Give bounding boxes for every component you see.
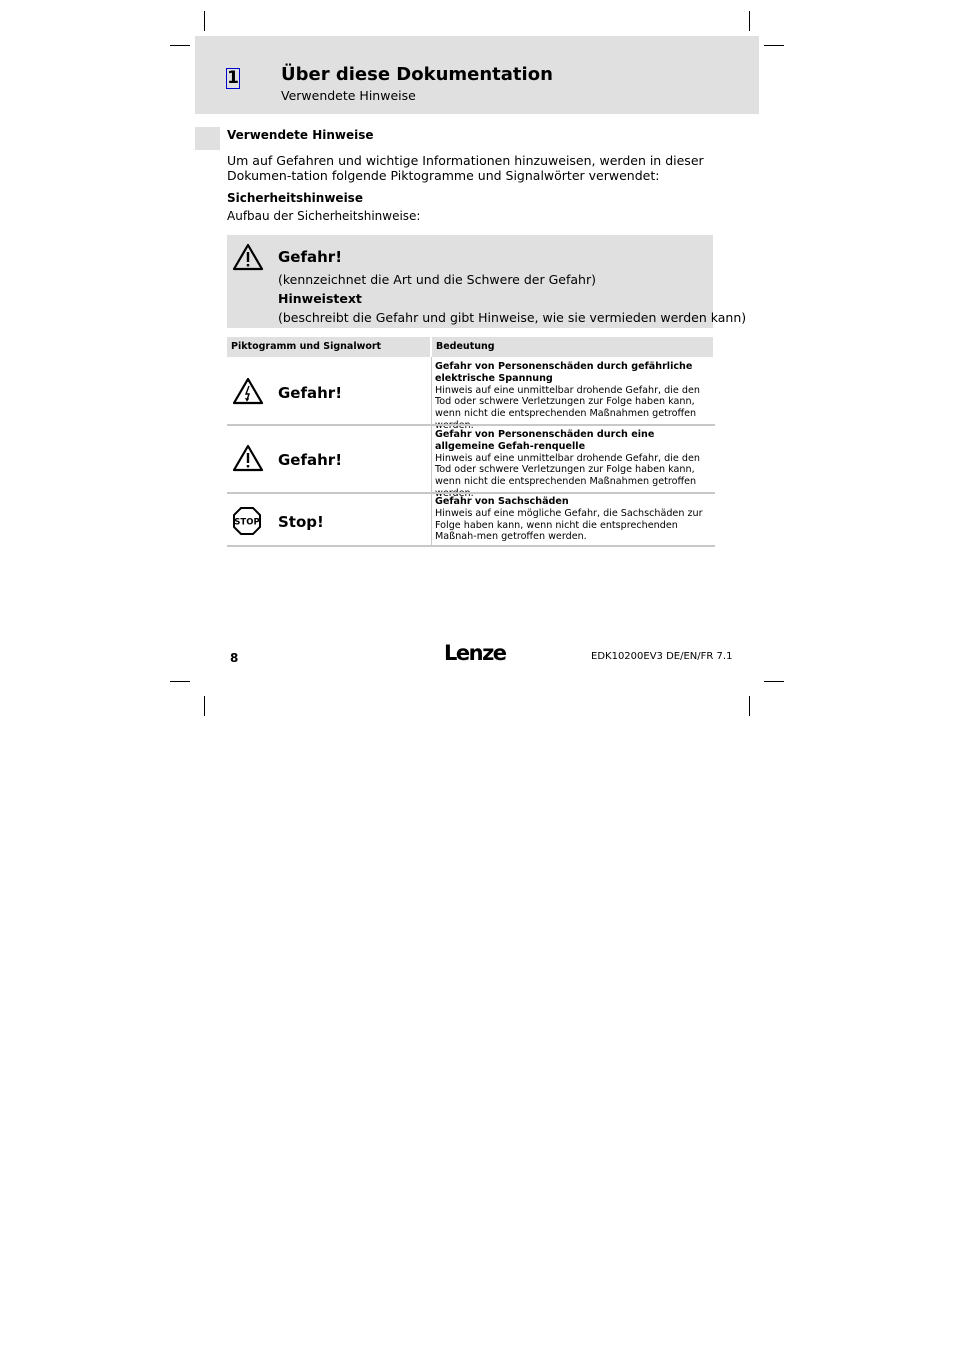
chapter-subtitle: Verwendete Hinweise bbox=[281, 88, 416, 103]
signal-word: Gefahr! bbox=[278, 451, 343, 469]
meaning-text: Hinweis auf eine unmittelbar drohende Gefahr, die den Tod oder schwere Verletzungen zur Folge haben kann, wenn nicht die entsprechenden Maßnahmen getroffen bbox=[435, 384, 700, 420]
chapter-title: Über diese Dokumentation bbox=[281, 64, 553, 85]
meaning-text: Hinweis auf eine mögliche Gefahr, die Sachschäden zur Folge haben kann, wenn nicht die entsprechenden Maßnah-men getroffen werden. bbox=[435, 507, 703, 543]
general-hazard-icon bbox=[232, 444, 264, 476]
intro-paragraph: Um auf Gefahren und wichtige Informationen hinzuweisen, werden in dieser Dokumen-tation folgende Piktogramme und Signalwörter verwendet: bbox=[227, 153, 704, 183]
table-row bbox=[435, 361, 713, 432]
table-divider bbox=[431, 357, 432, 546]
meaning-heading: Gefahr von Sachschäden bbox=[435, 496, 569, 507]
warning-triangle-icon bbox=[232, 243, 264, 275]
warning-line: (beschreibt die Gefahr und gibt Hinweise, wie sie vermieden werden kann) bbox=[278, 310, 747, 325]
meaning-heading: Gefahr von Personenschäden durch gefährliche elektrische Spannung bbox=[435, 361, 693, 384]
subsection-title: Sicherheitshinweise bbox=[227, 191, 363, 205]
meaning-heading: Gefahr von Personenschäden durch eine allgemeine Gefah-renquelle bbox=[435, 429, 655, 452]
row-divider bbox=[227, 424, 715, 426]
row-divider bbox=[227, 492, 715, 494]
row-divider bbox=[227, 545, 715, 547]
crop-mark bbox=[764, 45, 784, 46]
page-number: 8 bbox=[230, 651, 239, 665]
crop-mark bbox=[170, 681, 190, 682]
crop-mark bbox=[764, 681, 784, 682]
lenze-logo: Lenze bbox=[444, 641, 506, 665]
signal-word: Gefahr! bbox=[278, 384, 343, 402]
document-code: EDK10200EV3 DE/EN/FR 7.1 bbox=[591, 651, 733, 662]
table-row bbox=[435, 429, 713, 500]
stop-sign-label: STOP bbox=[234, 517, 260, 528]
crop-mark bbox=[749, 11, 750, 31]
warning-title: Gefahr! bbox=[278, 248, 343, 266]
section-marker bbox=[195, 127, 220, 150]
table-header-pictogram: Piktogramm und Signalwort bbox=[227, 337, 430, 357]
section-title: Verwendete Hinweise bbox=[227, 128, 374, 142]
chapter-number-link[interactable]: 1 bbox=[227, 68, 239, 88]
crop-mark bbox=[204, 696, 205, 716]
electric-hazard-icon bbox=[232, 377, 264, 409]
table-row bbox=[435, 496, 713, 543]
table-header-meaning: Bedeutung bbox=[432, 337, 713, 357]
signal-word: Stop! bbox=[278, 513, 324, 531]
crop-mark bbox=[204, 11, 205, 31]
subsection-text: Aufbau der Sicherheitshinweise: bbox=[227, 209, 421, 223]
warning-line: (kennzeichnet die Art und die Schwere der Gefahr) bbox=[278, 272, 596, 287]
meaning-text: Hinweis auf eine unmittelbar drohende Gefahr, die den Tod oder schwere Verletzungen zur Folge haben kann, wenn nicht die entsprechenden Maßnahmen getroffen bbox=[435, 452, 700, 488]
warning-line: Hinweistext bbox=[278, 291, 362, 306]
crop-mark bbox=[170, 45, 190, 46]
stop-sign-icon bbox=[232, 506, 262, 540]
crop-mark bbox=[749, 696, 750, 716]
